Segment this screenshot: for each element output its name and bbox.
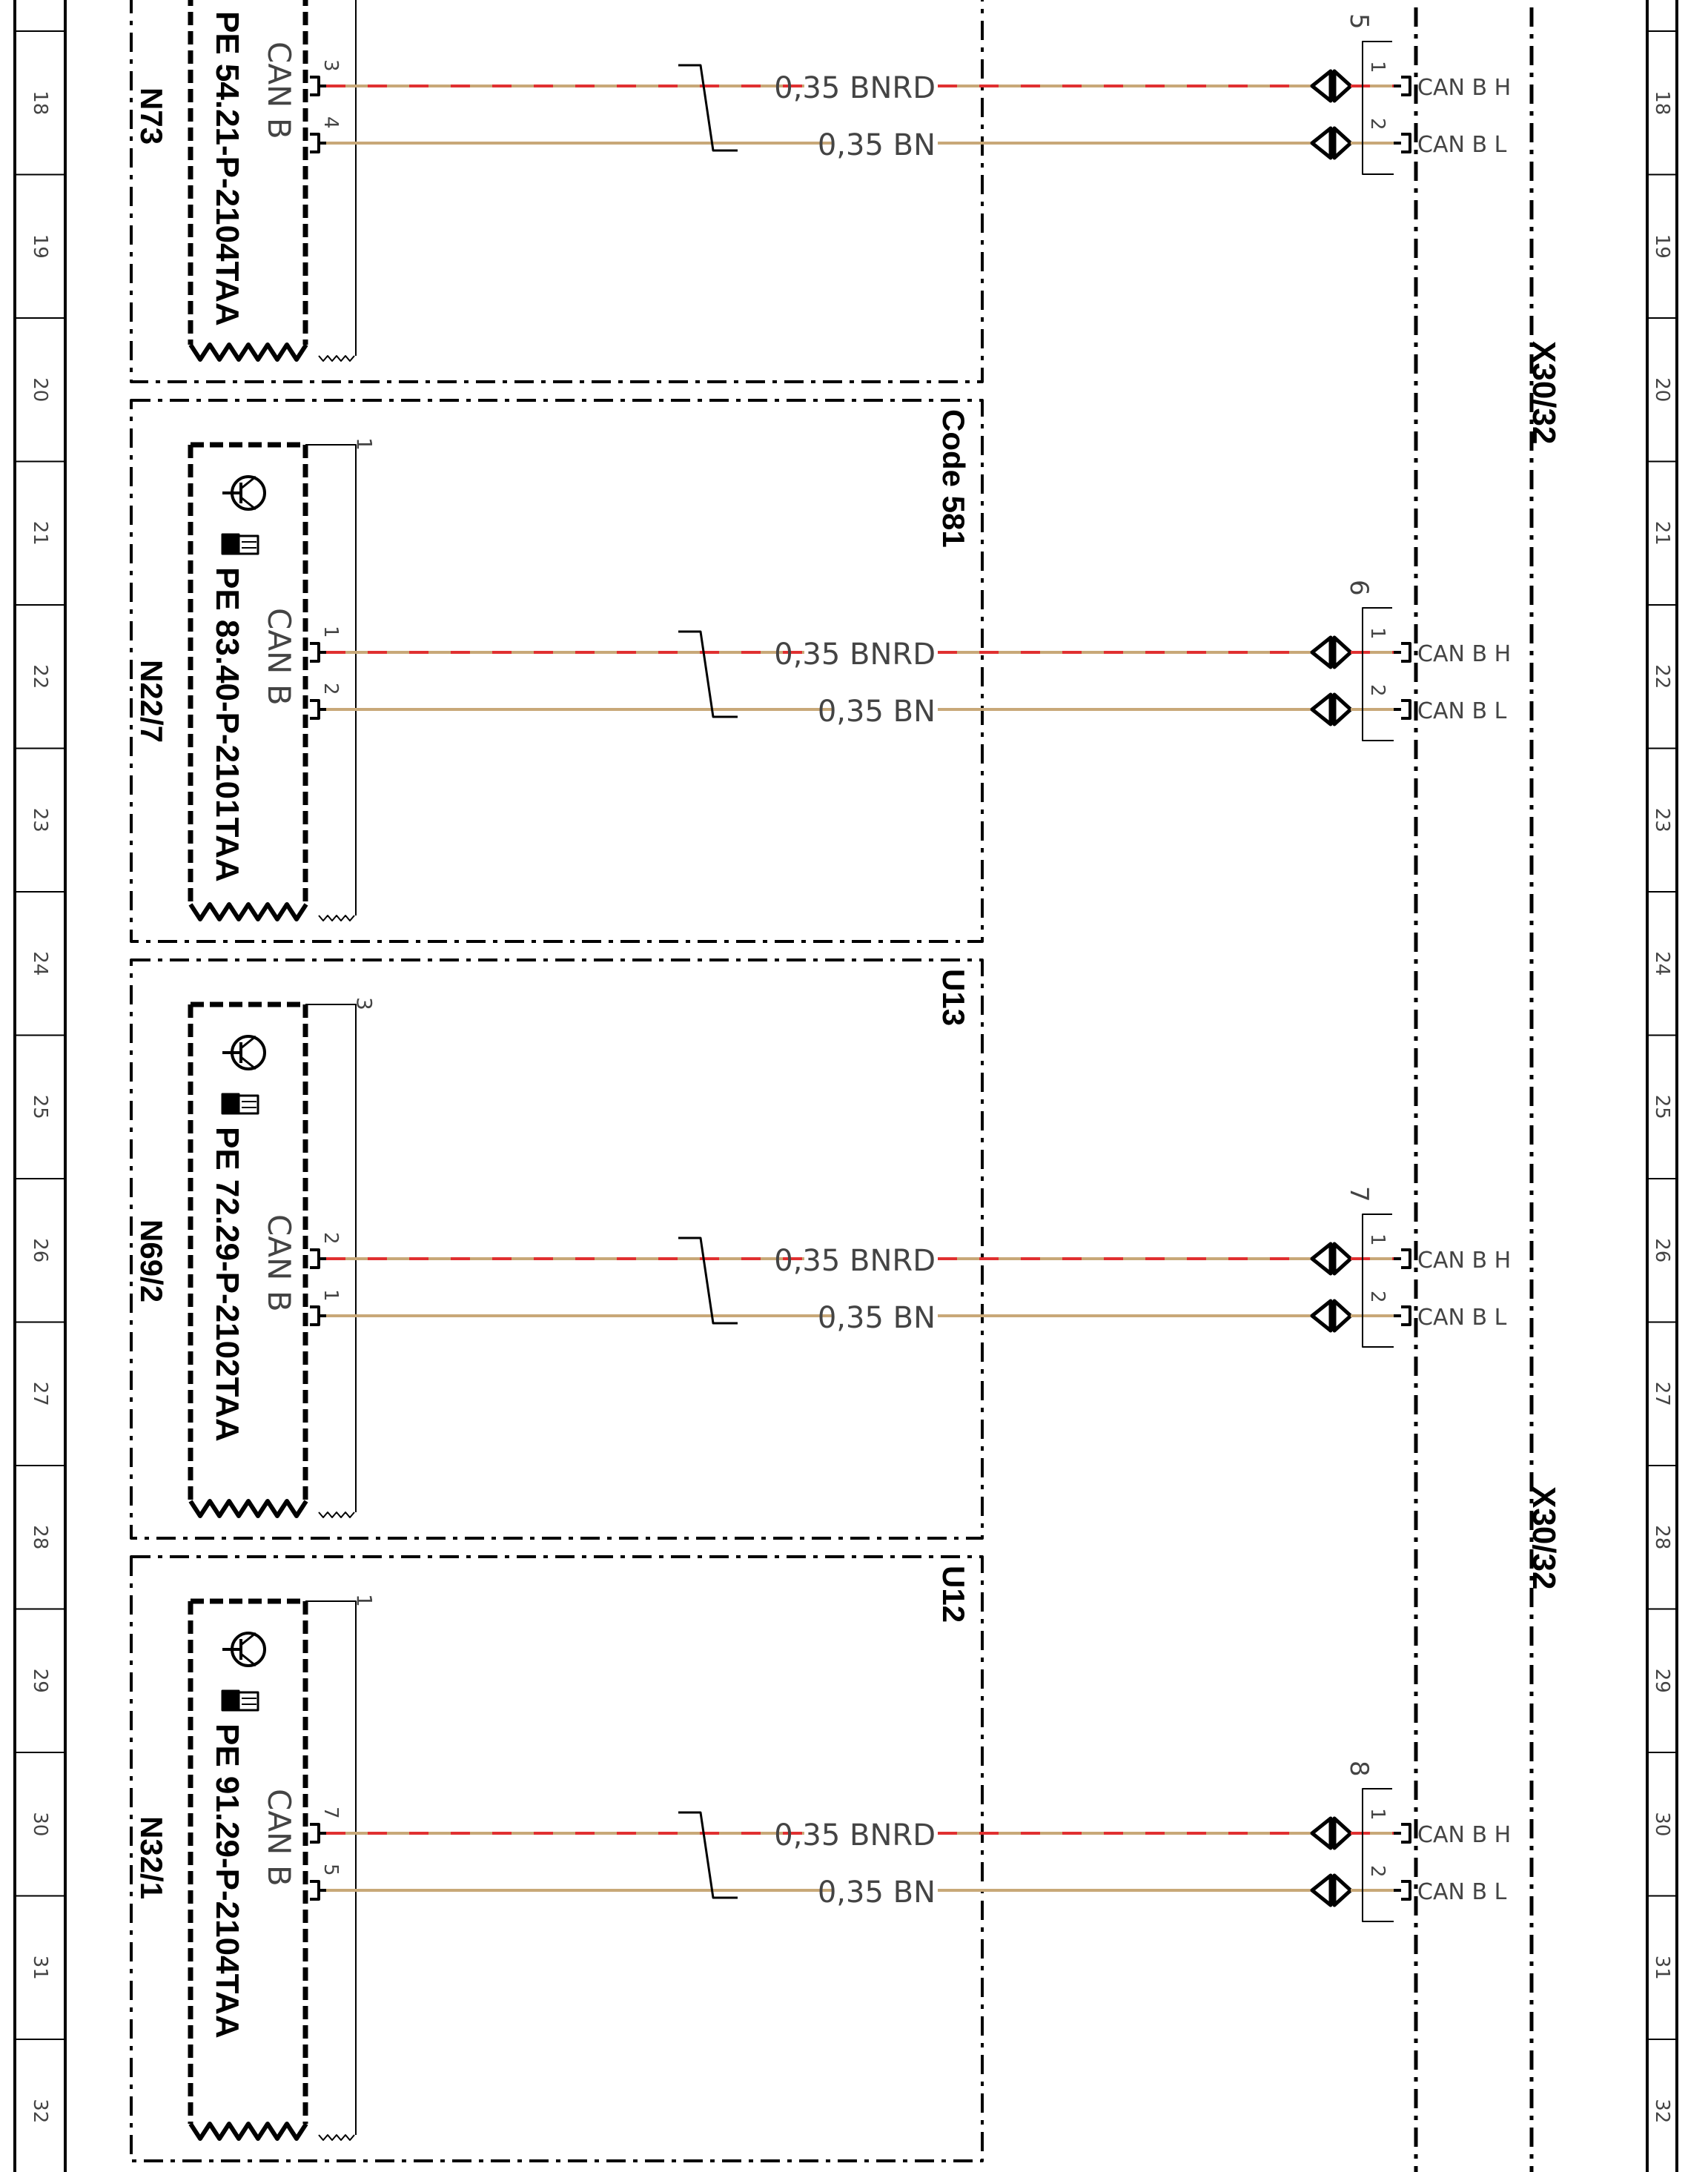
connector-plug [1312,128,1331,158]
ruler-label: 23 [29,807,51,832]
module-n22-7 [131,400,1511,941]
hand-pointer-icon [222,1691,239,1710]
ruler-label: 29 [29,1668,51,1693]
signal-label: CAN B L [1417,132,1507,158]
pin-group-number: 1 [352,437,377,451]
ruler-label: 32 [1651,2099,1673,2124]
hand-pointer-icon [222,1094,258,1113]
bus-label: CAN B [261,1214,297,1312]
frame-label: U13 [936,969,971,1027]
connector-plug [1334,1818,1351,1848]
connector-pin [1394,1250,1410,1268]
connector-name: X30/32 [1526,341,1562,445]
connector-name: X30/32 [1526,1486,1562,1590]
ruler-label: 23 [1651,807,1673,832]
ruler-label: 24 [1651,951,1673,976]
frame-label: Code 581 [936,409,971,548]
module-pin-number: 3 [320,59,342,72]
ruler-label: 28 [1651,1525,1673,1550]
connector-plug [1312,1301,1331,1331]
frame-label: U12 [936,1566,971,1623]
module-frame [131,1557,982,2161]
ruler-label: 22 [29,664,51,689]
connector-plug [1334,1244,1351,1274]
signal-label: CAN B H [1417,641,1512,667]
ruler-label: 30 [29,1812,51,1837]
connector-plug [1334,695,1351,724]
connector-plug [1312,1875,1331,1905]
ruler-label: 27 [1651,1381,1673,1406]
bus-label: CAN B [261,42,297,139]
hand-pointer-icon [239,1096,258,1113]
connector-plug [1334,638,1351,667]
pin-group-break [319,916,354,921]
connector-pin [1394,643,1410,661]
module-pin-number: 1 [320,626,342,638]
connector-plug [1334,1301,1351,1331]
connector-pin-number: 2 [1366,684,1388,697]
ruler-label: 26 [29,1238,51,1263]
pin-group-number: 3 [352,997,377,1010]
wire-label-high: 0,35 BNRD [774,1244,936,1278]
module-pin [310,701,326,718]
connector-plug [1334,71,1351,101]
connector-pin [1394,1824,1410,1842]
connector-pin [1394,134,1410,152]
module-name: N69/2 [134,1219,169,1303]
module-n32-1 [131,1557,1511,2161]
wire-label-high: 0,35 BNRD [774,638,936,672]
twisted-pair-mark [678,632,738,717]
twisted-pair-mark [678,65,738,150]
pin-group-line [305,445,356,916]
connector-pin [1394,1307,1410,1325]
ruler-label: 29 [1651,1668,1673,1693]
wire-label-high: 0,35 BNRD [774,71,936,105]
module-pin [310,1824,326,1842]
wire-label-low: 0,35 BN [817,1875,936,1910]
connector-pin-number: 1 [1366,627,1388,640]
ruler-label: 26 [1651,1238,1673,1263]
ruler-label: 28 [29,1525,51,1550]
module-pin [310,643,326,661]
wire-label-low: 0,35 BN [817,128,936,162]
right-grid-ruler [1647,0,1677,2172]
device-box-break [191,1501,306,1516]
device-box-break [191,345,306,360]
module-pin [310,1307,326,1325]
connector-pin-number: 2 [1366,1865,1388,1878]
ruler-label: 21 [1651,520,1673,546]
ruler-label: 18 [29,90,51,116]
ruler-label: 20 [29,377,51,403]
module-n69-2 [131,960,1511,1538]
ruler-label: 19 [29,234,51,259]
module-pin [310,77,326,95]
ruler-label: 20 [1651,377,1673,403]
pin-group-number: 1 [352,1594,377,1607]
hand-pointer-icon [239,1692,258,1710]
connector-pin-number: 1 [1366,1234,1388,1246]
module-reference: PE 54.21-P-2104TAA [209,11,245,326]
connector-plug [1334,1875,1351,1905]
module-reference: PE 72.29-P-2102TAA [209,1127,245,1442]
wire-label-low: 0,35 BN [817,1301,936,1335]
module-n73 [131,0,1511,382]
connector-pin [1394,77,1410,95]
connector-plug [1312,71,1331,101]
pin-group-break [319,1512,354,1517]
ruler-label: 27 [29,1381,51,1406]
module-frame [131,0,982,382]
twisted-pair-mark [678,1812,738,1898]
module-reference: PE 91.29-P-2104TAA [209,1724,245,2039]
transistor-icon [222,477,265,509]
connector-plug [1312,638,1331,667]
module-pin-number: 2 [320,1232,342,1245]
ruler-label: 30 [1651,1812,1673,1837]
module-name: N73 [134,87,169,145]
ruler-label: 24 [29,951,51,976]
bus-label: CAN B [261,608,297,706]
hand-pointer-icon [239,536,258,554]
hand-pointer-icon [222,534,239,554]
signal-label: CAN B L [1417,698,1507,724]
module-pin-number: 4 [320,116,342,129]
connector-index: 5 [1344,13,1374,30]
ruler-label: 22 [1651,664,1673,689]
ruler-label: 19 [1651,234,1673,259]
ruler-label: 25 [1651,1094,1673,1119]
module-pin-number: 5 [320,1864,342,1876]
ruler-label: 31 [29,1955,51,1980]
connector-index: 7 [1344,1186,1374,1202]
connector-pin-number: 2 [1366,118,1388,130]
wire-label-high: 0,35 BNRD [774,1818,936,1853]
ruler-label: 25 [29,1094,51,1119]
wire-label-low: 0,35 BN [817,695,936,729]
module-pin-number: 7 [320,1807,342,1819]
connector-pin [1394,1881,1410,1899]
connector-pin-number: 2 [1366,1291,1388,1303]
module-name: N22/7 [134,660,169,744]
module-pin-number: 2 [320,683,342,695]
connector-index: 6 [1344,580,1374,596]
transistor-icon [222,1633,265,1666]
signal-label: CAN B L [1417,1879,1507,1905]
bus-label: CAN B [261,1789,297,1887]
hand-pointer-icon [222,534,258,554]
module-pin [310,134,326,152]
hand-pointer-icon [222,1094,239,1113]
ruler-label: 18 [1651,90,1673,116]
ruler-label: 31 [1651,1955,1673,1980]
module-reference: PE 83.40-P-2101TAA [209,567,245,882]
connector-pin [1394,701,1410,718]
modules [131,0,1511,2161]
pin-group-line [305,0,356,356]
device-box-break [191,2124,306,2139]
signal-label: CAN B H [1417,75,1512,101]
pin-group-break [319,2135,354,2140]
module-pin [310,1881,326,1899]
signal-label: CAN B L [1417,1305,1507,1331]
hand-pointer-icon [222,1691,258,1710]
connector-index: 8 [1344,1761,1374,1777]
module-pin [310,1250,326,1268]
ruler-label: 21 [29,520,51,546]
connector-plug [1312,1818,1331,1848]
connector-pin-number: 1 [1366,61,1388,73]
module-pin-number: 1 [320,1289,342,1302]
transistor-icon [222,1036,265,1069]
ruler-label: 32 [29,2099,51,2124]
signal-label: CAN B H [1417,1248,1512,1274]
twisted-pair-mark [678,1238,738,1323]
device-box-break [191,904,306,919]
signal-label: CAN B H [1417,1822,1512,1848]
module-name: N32/1 [134,1816,169,1900]
connector-plug [1312,1244,1331,1274]
left-grid-ruler [15,0,65,2172]
connector-pin-number: 1 [1366,1808,1388,1821]
pin-group-break [319,356,354,361]
connector-plug [1312,695,1331,724]
connector-plug [1334,128,1351,158]
